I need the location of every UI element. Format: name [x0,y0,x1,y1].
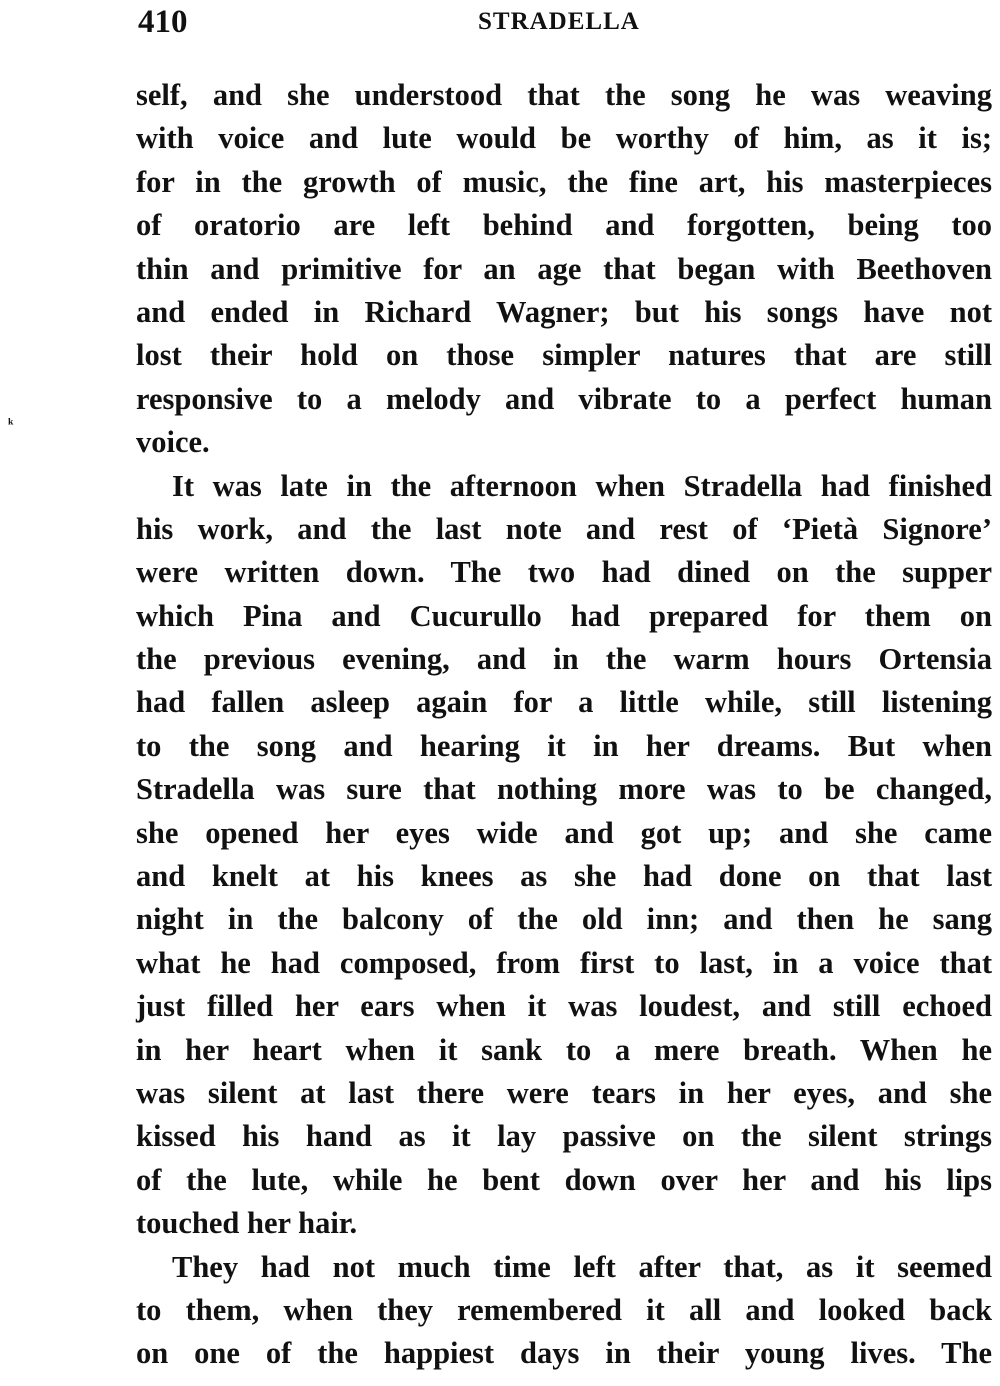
stray-print-mark: ᵏ [8,416,14,433]
text-line: with voice and lute would be worthy of him, as it is; [136,121,992,156]
page-number: 410 [138,4,188,40]
text-line: thin and primitive for an age that began with Beethoven [136,251,992,286]
text-line: for in the growth of music, the fine art, his masterpieces [136,164,992,199]
text-line: which Pina and Cucurullo had prepared for them on [136,598,992,633]
text-line: was silent at last there were tears in her eyes, and she [136,1075,992,1110]
text-line: kissed his hand as it lay passive on the silent strings [136,1119,992,1154]
paragraph-1 [136,74,992,465]
text-line: to the song and hearing it in her dreams. But when [136,728,992,763]
text-line: and ended in Richard Wagner; but his songs have not [136,294,992,329]
text-line: and knelt at his knees as she had done on that last [136,859,992,894]
text-line: voice. [136,425,210,460]
text-line: Stradella was sure that nothing more was to be changed, [136,772,992,807]
text-line: responsive to a melody and vibrate to a perfect human [136,381,992,416]
running-head [138,2,990,42]
text-line: what he had composed, from first to last, in a voice that [136,945,992,980]
text-line: the previous evening, and in the warm hours Ortensia [136,642,992,677]
text-line: touched her hair. [136,1206,358,1241]
text-line: in her heart when it sank to a mere breath. When he [136,1032,992,1067]
running-title: STRADELLA [478,8,640,35]
text-line: of the lute, while he bent down over her and his lips [136,1162,992,1197]
text-line: lost their hold on those simpler natures that are still [136,338,992,373]
text-line: night in the balcony of the old inn; and then he sang [136,902,992,937]
text-line: to them, when they remembered it all and looked back [136,1292,992,1327]
text-line: his work, and the last note and rest of ‘Pietà Signore’ [136,511,992,546]
text-line: she opened her eyes wide and got up; and she came [136,815,992,850]
paragraph-3 [136,1246,992,1376]
body-text [136,74,992,1376]
text-line: on one of the happiest days in their young lives. The [136,1336,992,1371]
text-line: were written down. The two had dined on the supper [136,555,992,590]
text-line: self, and she understood that the song he was weaving [136,78,992,112]
text-line: It was late in the afternoon when Stradella had finished [172,468,992,503]
text-line: just filled her ears when it was loudest, and still echoed [136,989,992,1024]
paragraph-2 [136,465,992,1246]
text-line: of oratorio are left behind and forgotten, being too [136,208,992,243]
text-line: They had not much time left after that, as it seemed [172,1249,992,1284]
text-line: had fallen asleep again for a little while, still listening [136,685,992,720]
